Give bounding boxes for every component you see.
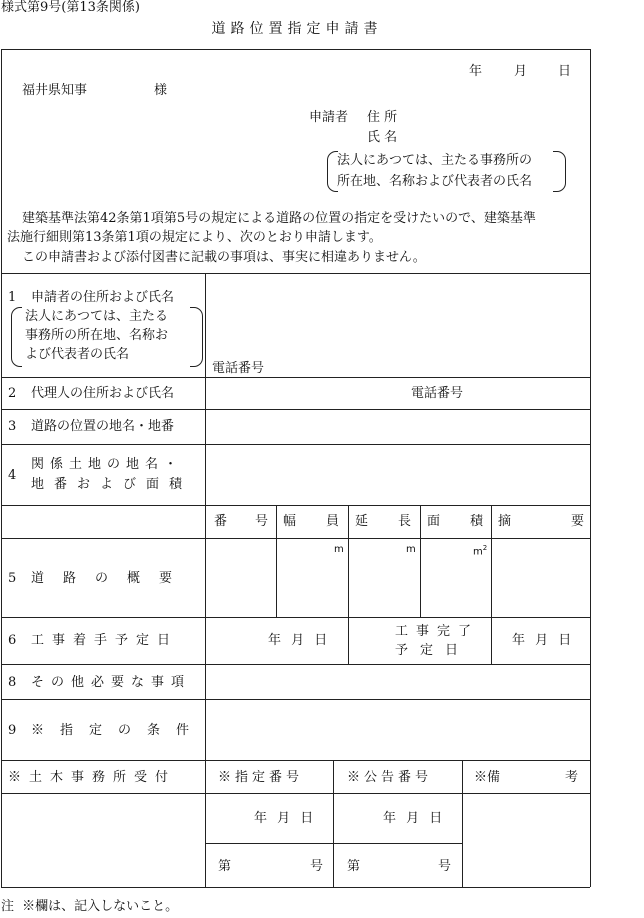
row4-label-line1: 関係土地の地名・ [31,457,184,472]
address-label: 住 所 [367,110,398,125]
applicant-label: 申請者 [309,110,349,125]
date-day: 日 [558,64,572,79]
outer-top-border [1,49,590,50]
designation-go: 号 [310,859,324,874]
col-header-remarks: 摘要 [498,514,644,529]
row2-label: 代理人の住所および氏名 [31,386,175,401]
row2-number: 2 [8,386,17,401]
addressee: 福井県知事 [22,83,88,98]
outer-left-border [1,49,2,887]
row1-note-line1: 法人にあつては、主たる [25,309,169,324]
row7-label-line1: 工事完了 [395,624,480,639]
date-month: 月 [514,64,528,79]
row5-length-unit: m [406,544,416,555]
office-remarks-label: ※備 [474,770,501,785]
body-text-line1: 建築基準法第42条第1項第5号の規定による道路の位置の指定を受けたいので、建築基準 [22,211,536,226]
form-number: 様式第9号(第13条関係) [1,0,140,15]
document-title: 道路位置指定申請書 [211,21,383,37]
row1-phone-label: 電話番号 [212,361,265,376]
row9-number: 9 [8,723,17,738]
row5-area-unit: $m^2$ [473,544,488,558]
col-header-width: 幅員 [283,514,370,529]
col-header-area: 面積 [427,514,514,529]
notice-number-label: ※公告番号 [347,770,433,785]
designation-date: 年 月 日 [254,811,314,826]
row7-date: 年 月 日 [512,633,572,648]
row6-number: 6 [8,633,17,648]
outer-right-border [590,49,591,887]
row2-phone-label: 電話番号 [411,386,464,401]
row1-note-line3: よび代表者の氏名 [25,347,130,362]
row6-label: 工事着手予定日 [31,633,179,648]
row5-number: 5 [8,571,17,586]
body-text-line2: 法施行細則第13条第1項の規定により、次のとおり申請します。 [7,230,382,245]
notice-go: 号 [438,859,452,874]
notice-dai: 第 [347,859,361,874]
col-header-length: 延長 [355,514,442,529]
col-header-number: 番号 [214,514,297,529]
honorific: 様 [154,83,168,98]
row8-number: 8 [8,675,17,690]
row7-label-line2: 予定日 [395,643,471,658]
row4-number: 4 [8,468,17,483]
office-remarks-tail: 考 [565,770,579,785]
designation-number-label: ※指定番号 [218,770,304,785]
corporation-note-line2: 所在地、名称および代表者の氏名 [337,174,533,189]
row4-label-line2: 地番および面積 [31,477,193,492]
date-year: 年 [469,64,483,79]
corporation-note-line1: 法人にあつては、主たる事務所の [337,153,533,168]
name-label: 氏 名 [367,130,398,145]
row1-number: 1 [8,290,17,305]
row5-label: 道路の概要 [31,571,192,586]
row1-label: 申請者の住所および氏名 [31,290,175,305]
footer-note: 注 ※欄は、記入しないこと。 [1,899,179,914]
row3-number: 3 [8,419,17,434]
body-text-line3: この申請書および添付図書に記載の事項は、事実に相違ありません。 [22,250,426,265]
row1-note-line2: 事務所の所在地、名称お [25,328,169,343]
row9-label: ※指定の条件 [31,723,206,738]
row6-date: 年 月 日 [268,633,328,648]
outer-bottom-border [1,887,590,888]
row8-label: その他必要な事項 [31,675,192,690]
notice-date: 年 月 日 [383,811,443,826]
row3-label: 道路の位置の地名・地番 [31,419,175,434]
office-receipt-label: ※土木事務所受付 [8,770,177,785]
row5-width-unit: m [334,544,344,555]
designation-dai: 第 [218,859,232,874]
